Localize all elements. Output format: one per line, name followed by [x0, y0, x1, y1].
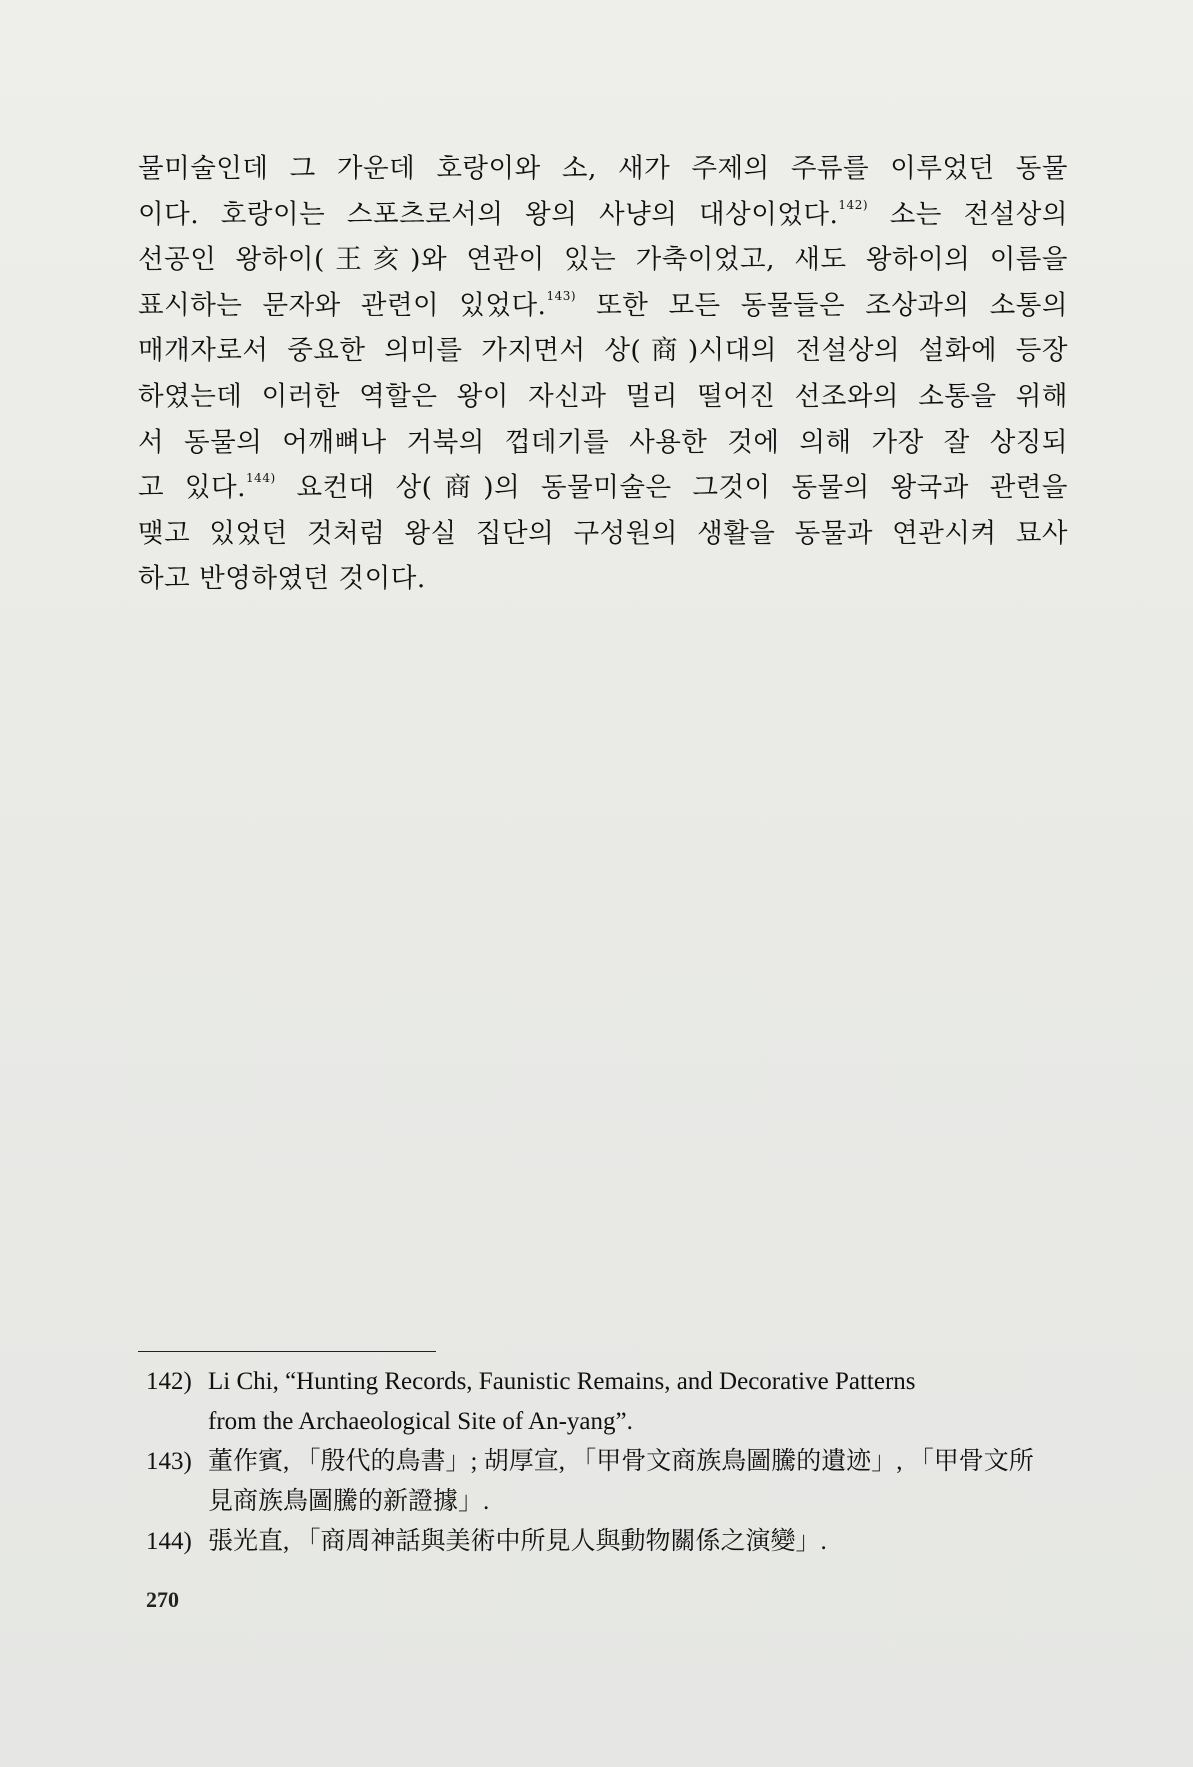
body-paragraph: [138, 146, 1068, 602]
footnote-text: [208, 1522, 1068, 1562]
footnotes: [146, 1362, 1068, 1562]
text-line: 하고 반영하였던 것이다.: [138, 563, 426, 595]
footnote-number: 143): [146, 1448, 192, 1475]
text-line: [138, 465, 1068, 511]
footnote-number: 142): [146, 1368, 192, 1395]
footnote-ref-number: 144: [246, 471, 271, 486]
footnote-line: 張光直, 「商周神話與美術中所見人與動物關係之演變」.: [208, 1528, 827, 1555]
footnote-ref-143[interactable]: [546, 289, 576, 303]
text-line: 맺고 있었던 것처럼 왕실 집단의 구성원의 생활을 동물과 연관시켜 묘사: [138, 517, 1068, 549]
footnote-ref-paren: ): [862, 197, 869, 212]
footnote-ref-number: 142: [838, 197, 863, 212]
page-number: 270: [146, 1587, 179, 1612]
text-line: 선공인 왕하이(王亥)와 연관이 있는 가축이었고, 새도 왕하이의 이름을: [138, 244, 1068, 276]
footnote-ref-142[interactable]: [838, 198, 868, 212]
text-line: [138, 283, 1068, 329]
text-segment: 이다. 호랑이는 스포츠로서의 왕의 사냥의 대상이었다.: [138, 198, 839, 230]
text-line: 물미술인데 그 가운데 호랑이와 소, 새가 주제의 주류를 이루었던 동물: [138, 153, 1068, 184]
text-line: [138, 192, 1068, 238]
text-line: 서 동물의 어깨뼈나 거북의 껍데기를 사용한 것에 의해 가장 잘 상징되: [138, 426, 1068, 458]
footnote-line: 見商族鳥圖騰的新證據」.: [208, 1488, 490, 1515]
footnote-line: from the Archaeological Site of An-yang”.: [208, 1408, 633, 1435]
footnote-line: 董作賓, 「殷代的鳥書」; 胡厚宣, 「甲骨文商族鳥圖騰的遺迹」, 「甲骨文所: [208, 1448, 1034, 1475]
footnote-divider: [138, 1351, 436, 1352]
footnote-ref-paren: ): [270, 471, 276, 486]
footnote-line: Li Chi, “Hunting Records, Faunistic Remains, and Decorative Patterns: [208, 1368, 916, 1395]
footnote-ref-number: 143: [546, 288, 571, 303]
footnote-142: [146, 1362, 1068, 1442]
text-segment: 고 있다.: [138, 472, 247, 504]
text-segment: 또한 모든 동물들은 조상과의 소통의: [596, 289, 1068, 321]
footnote-ref-paren: ): [570, 288, 577, 303]
text-segment: 소는 전설상의: [889, 198, 1068, 230]
footnote-text: [208, 1362, 1068, 1442]
footnote-144: [146, 1522, 1068, 1562]
text-line: 매개자로서 중요한 의미를 가지면서 상(商)시대의 전설상의 설화에 등장: [138, 335, 1068, 367]
text-segment: 요컨대 상(商)의 동물미술은 그것이 동물의 왕국과 관련을: [296, 472, 1068, 504]
footnote-143: [146, 1442, 1068, 1522]
footnote-text: [208, 1442, 1068, 1522]
footnote-number: 144): [146, 1528, 192, 1555]
footnote-ref-144[interactable]: [246, 471, 276, 485]
text-line: 하였는데 이러한 역할은 왕이 자신과 멀리 떨어진 선조와의 소통을 위해: [138, 380, 1068, 412]
text-segment: 표시하는 문자와 관련이 있었다.: [138, 289, 547, 321]
